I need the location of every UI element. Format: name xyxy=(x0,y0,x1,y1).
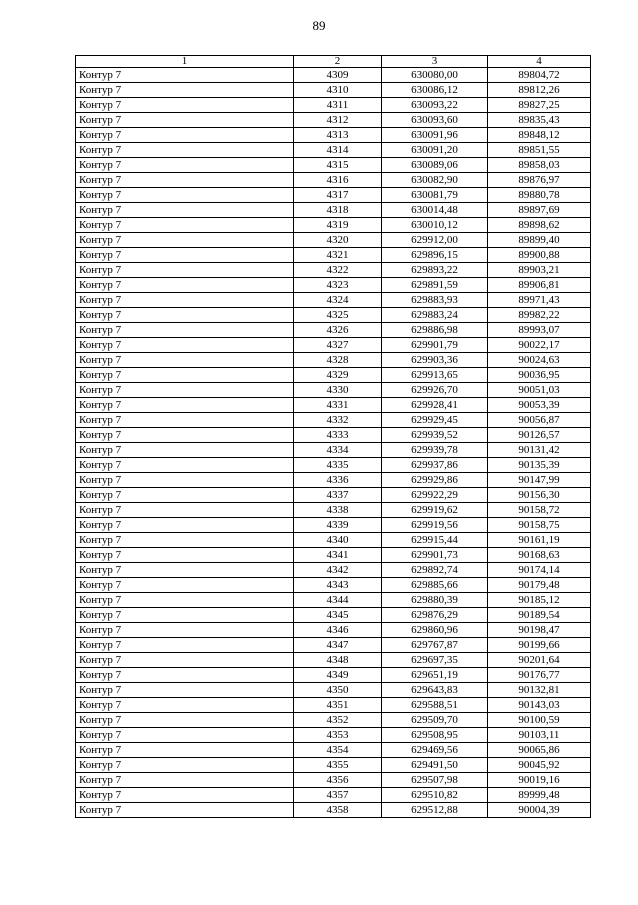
point-number-cell: 4342 xyxy=(294,563,382,578)
y-coordinate-cell: 90126,57 xyxy=(488,428,591,443)
y-coordinate-cell: 90158,72 xyxy=(488,503,591,518)
y-coordinate-cell: 90143,03 xyxy=(488,698,591,713)
table-row xyxy=(76,278,591,293)
contour-name-cell: Контур 7 xyxy=(76,398,294,413)
table-row xyxy=(76,473,591,488)
y-coordinate-cell: 89900,88 xyxy=(488,248,591,263)
contour-name-cell: Контур 7 xyxy=(76,803,294,818)
x-coordinate-cell: 629919,62 xyxy=(382,503,488,518)
y-coordinate-cell: 90179,48 xyxy=(488,578,591,593)
y-coordinate-cell: 90168,63 xyxy=(488,548,591,563)
page-number: 89 xyxy=(312,18,326,33)
contour-name-cell: Контур 7 xyxy=(76,608,294,623)
point-number-cell: 4337 xyxy=(294,488,382,503)
point-number-cell: 4317 xyxy=(294,188,382,203)
table-row xyxy=(76,218,591,233)
x-coordinate-cell: 629651,19 xyxy=(382,668,488,683)
point-number-cell: 4326 xyxy=(294,323,382,338)
point-number-cell: 4312 xyxy=(294,113,382,128)
x-coordinate-cell: 630080,00 xyxy=(382,68,488,83)
contour-name-cell: Контур 7 xyxy=(76,413,294,428)
table-row xyxy=(76,563,591,578)
table-row xyxy=(76,518,591,533)
point-number-cell: 4315 xyxy=(294,158,382,173)
table-row xyxy=(76,593,591,608)
x-coordinate-cell: 629891,59 xyxy=(382,278,488,293)
table-row xyxy=(76,533,591,548)
y-coordinate-cell: 90056,87 xyxy=(488,413,591,428)
x-coordinate-cell: 629901,73 xyxy=(382,548,488,563)
x-coordinate-cell: 629922,29 xyxy=(382,488,488,503)
table-row xyxy=(76,488,591,503)
y-coordinate-cell: 90053,39 xyxy=(488,398,591,413)
column-header-2: 2 xyxy=(294,56,382,68)
y-coordinate-cell: 90176,77 xyxy=(488,668,591,683)
x-coordinate-cell: 629508,95 xyxy=(382,728,488,743)
table-row xyxy=(76,683,591,698)
table-body xyxy=(76,68,591,818)
column-header-1: 1 xyxy=(76,56,294,68)
coordinates-table xyxy=(75,55,591,818)
x-coordinate-cell: 629913,65 xyxy=(382,368,488,383)
x-coordinate-cell: 629912,00 xyxy=(382,233,488,248)
table-row xyxy=(76,173,591,188)
table-row xyxy=(76,788,591,803)
point-number-cell: 4314 xyxy=(294,143,382,158)
point-number-cell: 4316 xyxy=(294,173,382,188)
y-coordinate-cell: 90189,54 xyxy=(488,608,591,623)
x-coordinate-cell: 629507,98 xyxy=(382,773,488,788)
table-row xyxy=(76,308,591,323)
column-header-3: 3 xyxy=(382,56,488,68)
contour-name-cell: Контур 7 xyxy=(76,158,294,173)
y-coordinate-cell: 89971,43 xyxy=(488,293,591,308)
contour-name-cell: Контур 7 xyxy=(76,473,294,488)
point-number-cell: 4310 xyxy=(294,83,382,98)
point-number-cell: 4348 xyxy=(294,653,382,668)
table-row xyxy=(76,188,591,203)
table-row xyxy=(76,413,591,428)
contour-name-cell: Контур 7 xyxy=(76,98,294,113)
table-row xyxy=(76,68,591,83)
contour-name-cell: Контур 7 xyxy=(76,68,294,83)
table-row xyxy=(76,233,591,248)
contour-name-cell: Контур 7 xyxy=(76,698,294,713)
x-coordinate-cell: 629903,36 xyxy=(382,353,488,368)
x-coordinate-cell: 630081,79 xyxy=(382,188,488,203)
point-number-cell: 4354 xyxy=(294,743,382,758)
contour-name-cell: Контур 7 xyxy=(76,503,294,518)
x-coordinate-cell: 629929,86 xyxy=(382,473,488,488)
point-number-cell: 4345 xyxy=(294,608,382,623)
table-row xyxy=(76,758,591,773)
contour-name-cell: Контур 7 xyxy=(76,233,294,248)
y-coordinate-cell: 90065,86 xyxy=(488,743,591,758)
column-header-4: 4 xyxy=(488,56,591,68)
point-number-cell: 4350 xyxy=(294,683,382,698)
contour-name-cell: Контур 7 xyxy=(76,638,294,653)
contour-name-cell: Контур 7 xyxy=(76,203,294,218)
contour-name-cell: Контур 7 xyxy=(76,713,294,728)
table-row xyxy=(76,803,591,818)
table-row xyxy=(76,503,591,518)
x-coordinate-cell: 629469,56 xyxy=(382,743,488,758)
table-row xyxy=(76,368,591,383)
y-coordinate-cell: 90156,30 xyxy=(488,488,591,503)
x-coordinate-cell: 629643,83 xyxy=(382,683,488,698)
y-coordinate-cell: 89848,12 xyxy=(488,128,591,143)
point-number-cell: 4335 xyxy=(294,458,382,473)
y-coordinate-cell: 90161,19 xyxy=(488,533,591,548)
x-coordinate-cell: 629588,51 xyxy=(382,698,488,713)
contour-name-cell: Контур 7 xyxy=(76,773,294,788)
contour-name-cell: Контур 7 xyxy=(76,83,294,98)
x-coordinate-cell: 629901,79 xyxy=(382,338,488,353)
x-coordinate-cell: 630093,60 xyxy=(382,113,488,128)
x-coordinate-cell: 629915,44 xyxy=(382,533,488,548)
contour-name-cell: Контур 7 xyxy=(76,368,294,383)
y-coordinate-cell: 90201,64 xyxy=(488,653,591,668)
point-number-cell: 4313 xyxy=(294,128,382,143)
point-number-cell: 4328 xyxy=(294,353,382,368)
y-coordinate-cell: 90174,14 xyxy=(488,563,591,578)
point-number-cell: 4352 xyxy=(294,713,382,728)
x-coordinate-cell: 629886,98 xyxy=(382,323,488,338)
table-row xyxy=(76,623,591,638)
table-row xyxy=(76,773,591,788)
table-row xyxy=(76,398,591,413)
y-coordinate-cell: 90045,92 xyxy=(488,758,591,773)
contour-name-cell: Контур 7 xyxy=(76,383,294,398)
table-row xyxy=(76,203,591,218)
x-coordinate-cell: 629896,15 xyxy=(382,248,488,263)
point-number-cell: 4336 xyxy=(294,473,382,488)
contour-name-cell: Контур 7 xyxy=(76,128,294,143)
point-number-cell: 4309 xyxy=(294,68,382,83)
contour-name-cell: Контур 7 xyxy=(76,218,294,233)
contour-name-cell: Контур 7 xyxy=(76,173,294,188)
contour-name-cell: Контур 7 xyxy=(76,338,294,353)
table-row xyxy=(76,383,591,398)
table-row xyxy=(76,113,591,128)
point-number-cell: 4334 xyxy=(294,443,382,458)
x-coordinate-cell: 629767,87 xyxy=(382,638,488,653)
x-coordinate-cell: 629939,78 xyxy=(382,443,488,458)
contour-name-cell: Контур 7 xyxy=(76,428,294,443)
y-coordinate-cell: 90132,81 xyxy=(488,683,591,698)
table-row xyxy=(76,713,591,728)
point-number-cell: 4353 xyxy=(294,728,382,743)
contour-name-cell: Контур 7 xyxy=(76,488,294,503)
point-number-cell: 4321 xyxy=(294,248,382,263)
y-coordinate-cell: 89897,69 xyxy=(488,203,591,218)
y-coordinate-cell: 90199,66 xyxy=(488,638,591,653)
contour-name-cell: Контур 7 xyxy=(76,188,294,203)
x-coordinate-cell: 629885,66 xyxy=(382,578,488,593)
x-coordinate-cell: 629510,82 xyxy=(382,788,488,803)
contour-name-cell: Контур 7 xyxy=(76,653,294,668)
table-row xyxy=(76,263,591,278)
x-coordinate-cell: 630082,90 xyxy=(382,173,488,188)
y-coordinate-cell: 90036,95 xyxy=(488,368,591,383)
contour-name-cell: Контур 7 xyxy=(76,458,294,473)
point-number-cell: 4357 xyxy=(294,788,382,803)
point-number-cell: 4323 xyxy=(294,278,382,293)
x-coordinate-cell: 629928,41 xyxy=(382,398,488,413)
table-row xyxy=(76,653,591,668)
table-row xyxy=(76,698,591,713)
point-number-cell: 4355 xyxy=(294,758,382,773)
y-coordinate-cell: 89880,78 xyxy=(488,188,591,203)
y-coordinate-cell: 89999,48 xyxy=(488,788,591,803)
x-coordinate-cell: 629697,35 xyxy=(382,653,488,668)
y-coordinate-cell: 90147,99 xyxy=(488,473,591,488)
x-coordinate-cell: 629892,74 xyxy=(382,563,488,578)
y-coordinate-cell: 89812,26 xyxy=(488,83,591,98)
x-coordinate-cell: 629491,50 xyxy=(382,758,488,773)
table-row xyxy=(76,428,591,443)
table-row xyxy=(76,143,591,158)
point-number-cell: 4351 xyxy=(294,698,382,713)
table-row xyxy=(76,743,591,758)
x-coordinate-cell: 629937,86 xyxy=(382,458,488,473)
y-coordinate-cell: 90100,59 xyxy=(488,713,591,728)
table-row xyxy=(76,83,591,98)
point-number-cell: 4311 xyxy=(294,98,382,113)
contour-name-cell: Контур 7 xyxy=(76,263,294,278)
point-number-cell: 4347 xyxy=(294,638,382,653)
x-coordinate-cell: 629509,70 xyxy=(382,713,488,728)
table-row xyxy=(76,668,591,683)
x-coordinate-cell: 629512,88 xyxy=(382,803,488,818)
point-number-cell: 4325 xyxy=(294,308,382,323)
table-row xyxy=(76,608,591,623)
contour-name-cell: Контур 7 xyxy=(76,353,294,368)
y-coordinate-cell: 90019,16 xyxy=(488,773,591,788)
x-coordinate-cell: 629893,22 xyxy=(382,263,488,278)
point-number-cell: 4329 xyxy=(294,368,382,383)
x-coordinate-cell: 629860,96 xyxy=(382,623,488,638)
table-row xyxy=(76,293,591,308)
y-coordinate-cell: 89804,72 xyxy=(488,68,591,83)
x-coordinate-cell: 629919,56 xyxy=(382,518,488,533)
contour-name-cell: Контур 7 xyxy=(76,443,294,458)
table-row xyxy=(76,323,591,338)
x-coordinate-cell: 630089,06 xyxy=(382,158,488,173)
x-coordinate-cell: 629926,70 xyxy=(382,383,488,398)
y-coordinate-cell: 89858,03 xyxy=(488,158,591,173)
contour-name-cell: Контур 7 xyxy=(76,593,294,608)
table-row xyxy=(76,443,591,458)
point-number-cell: 4322 xyxy=(294,263,382,278)
point-number-cell: 4330 xyxy=(294,383,382,398)
y-coordinate-cell: 90131,42 xyxy=(488,443,591,458)
x-coordinate-cell: 630086,12 xyxy=(382,83,488,98)
point-number-cell: 4340 xyxy=(294,533,382,548)
x-coordinate-cell: 629880,39 xyxy=(382,593,488,608)
y-coordinate-cell: 90198,47 xyxy=(488,623,591,638)
x-coordinate-cell: 629883,24 xyxy=(382,308,488,323)
contour-name-cell: Контур 7 xyxy=(76,563,294,578)
point-number-cell: 4327 xyxy=(294,338,382,353)
point-number-cell: 4338 xyxy=(294,503,382,518)
point-number-cell: 4332 xyxy=(294,413,382,428)
x-coordinate-cell: 630091,20 xyxy=(382,143,488,158)
y-coordinate-cell: 90185,12 xyxy=(488,593,591,608)
x-coordinate-cell: 629939,52 xyxy=(382,428,488,443)
y-coordinate-cell: 89851,55 xyxy=(488,143,591,158)
x-coordinate-cell: 630091,96 xyxy=(382,128,488,143)
contour-name-cell: Контур 7 xyxy=(76,308,294,323)
contour-name-cell: Контур 7 xyxy=(76,293,294,308)
point-number-cell: 4358 xyxy=(294,803,382,818)
contour-name-cell: Контур 7 xyxy=(76,758,294,773)
contour-name-cell: Контур 7 xyxy=(76,323,294,338)
y-coordinate-cell: 90051,03 xyxy=(488,383,591,398)
y-coordinate-cell: 89898,62 xyxy=(488,218,591,233)
y-coordinate-cell: 90103,11 xyxy=(488,728,591,743)
y-coordinate-cell: 89827,25 xyxy=(488,98,591,113)
y-coordinate-cell: 89899,40 xyxy=(488,233,591,248)
point-number-cell: 4346 xyxy=(294,623,382,638)
contour-name-cell: Контур 7 xyxy=(76,743,294,758)
point-number-cell: 4343 xyxy=(294,578,382,593)
y-coordinate-cell: 89906,81 xyxy=(488,278,591,293)
x-coordinate-cell: 629876,29 xyxy=(382,608,488,623)
x-coordinate-cell: 630014,48 xyxy=(382,203,488,218)
y-coordinate-cell: 89982,22 xyxy=(488,308,591,323)
x-coordinate-cell: 629883,93 xyxy=(382,293,488,308)
point-number-cell: 4318 xyxy=(294,203,382,218)
point-number-cell: 4319 xyxy=(294,218,382,233)
table-row xyxy=(76,638,591,653)
point-number-cell: 4349 xyxy=(294,668,382,683)
contour-name-cell: Контур 7 xyxy=(76,278,294,293)
table-row xyxy=(76,128,591,143)
point-number-cell: 4341 xyxy=(294,548,382,563)
point-number-cell: 4344 xyxy=(294,593,382,608)
y-coordinate-cell: 90158,75 xyxy=(488,518,591,533)
x-coordinate-cell: 630010,12 xyxy=(382,218,488,233)
y-coordinate-cell: 89876,97 xyxy=(488,173,591,188)
contour-name-cell: Контур 7 xyxy=(76,788,294,803)
point-number-cell: 4324 xyxy=(294,293,382,308)
table-row xyxy=(76,248,591,263)
table-row xyxy=(76,98,591,113)
contour-name-cell: Контур 7 xyxy=(76,533,294,548)
table-row xyxy=(76,338,591,353)
contour-name-cell: Контур 7 xyxy=(76,518,294,533)
contour-name-cell: Контур 7 xyxy=(76,668,294,683)
table-row xyxy=(76,728,591,743)
table-row xyxy=(76,578,591,593)
table-row xyxy=(76,458,591,473)
table-row xyxy=(76,548,591,563)
y-coordinate-cell: 90135,39 xyxy=(488,458,591,473)
y-coordinate-cell: 90024,63 xyxy=(488,353,591,368)
table-row xyxy=(76,158,591,173)
table-header-row xyxy=(76,56,591,68)
contour-name-cell: Контур 7 xyxy=(76,728,294,743)
y-coordinate-cell: 90022,17 xyxy=(488,338,591,353)
point-number-cell: 4333 xyxy=(294,428,382,443)
y-coordinate-cell: 90004,39 xyxy=(488,803,591,818)
x-coordinate-cell: 630093,22 xyxy=(382,98,488,113)
contour-name-cell: Контур 7 xyxy=(76,143,294,158)
point-number-cell: 4331 xyxy=(294,398,382,413)
contour-name-cell: Контур 7 xyxy=(76,623,294,638)
contour-name-cell: Контур 7 xyxy=(76,113,294,128)
x-coordinate-cell: 629929,45 xyxy=(382,413,488,428)
y-coordinate-cell: 89993,07 xyxy=(488,323,591,338)
y-coordinate-cell: 89835,43 xyxy=(488,113,591,128)
point-number-cell: 4356 xyxy=(294,773,382,788)
point-number-cell: 4339 xyxy=(294,518,382,533)
table-row xyxy=(76,353,591,368)
y-coordinate-cell: 89903,21 xyxy=(488,263,591,278)
contour-name-cell: Контур 7 xyxy=(76,248,294,263)
contour-name-cell: Контур 7 xyxy=(76,578,294,593)
point-number-cell: 4320 xyxy=(294,233,382,248)
contour-name-cell: Контур 7 xyxy=(76,683,294,698)
contour-name-cell: Контур 7 xyxy=(76,548,294,563)
